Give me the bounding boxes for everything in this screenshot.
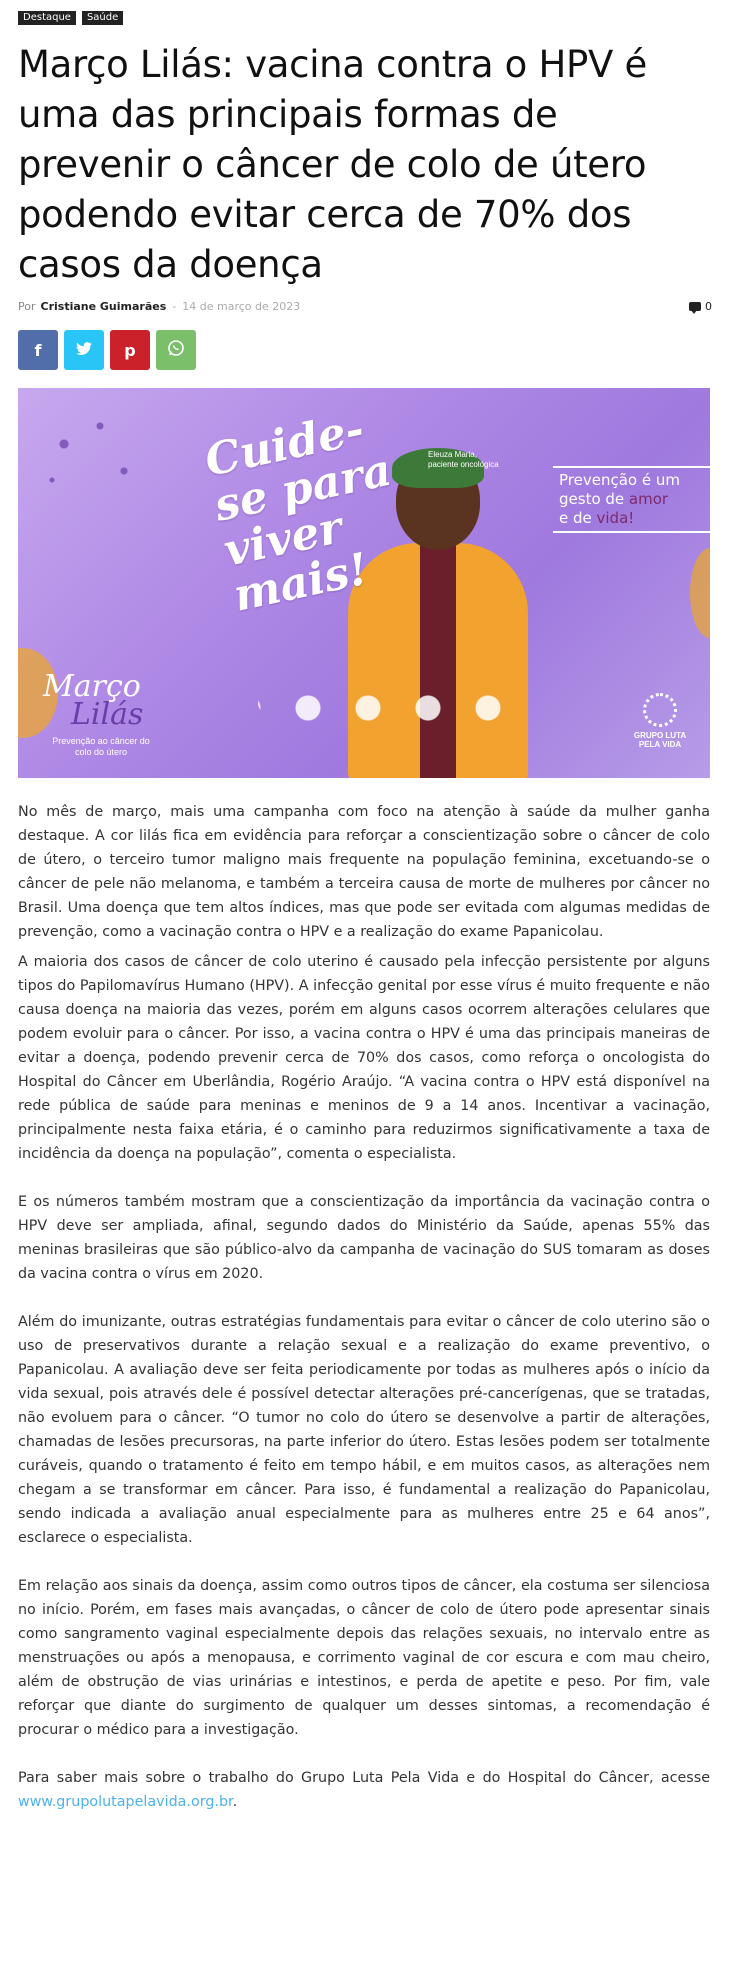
decor-splatter	[28, 408, 148, 498]
twitter-icon	[76, 341, 92, 360]
share-buttons	[18, 330, 196, 370]
article-title: Março Lilás: vacina contra o HPV é uma das principais formas de prevenir o câncer de colo de útero podendo evitar cerca de 70% dos casos da doença	[18, 43, 647, 286]
by-label: Por	[18, 299, 36, 313]
paragraph-1: No mês de março, mais uma campanha com foco na atenção à saúde da mulher ganha destaque. A cor lilás fica em evidência para reforçar a conscientização sobre o câncer de colo de útero, o terceiro tumor maligno mais frequente na população feminina, excetuando-se o câncer de pele não melanoma, e também a terceira causa de morte de mulheres por câncer no Brasil. Uma doença que tem altos índices, mas que pode ser evitada com algumas medidas de prevenção, como a vacinação contra o HPV e a realização do exame Papanicolau.	[18, 804, 710, 940]
hero-slogan: Cuide-se para viver mais!	[200, 403, 396, 622]
marco-lilas-logo: Março Lilás	[43, 669, 144, 732]
decor-flowers	[258, 668, 508, 738]
paragraph-3: E os números também mostram que a conscientização da importância da vacinação contra o HPV deve ser ampliada, afinal, segundo dados do Ministério da Saúde, apenas 55% das meninas brasileiras que são público-alvo da campanha de vacinação do SUS tomaram as doses da vacina contra o vírus em 2020.	[18, 1194, 710, 1282]
tag-saude[interactable]: Saúde	[82, 11, 123, 25]
paragraph-6: Para saber mais sobre o trabalho do Grupo Luta Pela Vida e do Hospital do Câncer, acesse www.grupolutapelavida.org.br.	[18, 1770, 710, 1810]
publish-date: 14 de março de 2023	[182, 299, 301, 313]
whatsapp-share-button[interactable]	[156, 330, 196, 370]
article-body	[18, 800, 710, 1820]
paragraph-5: Em relação aos sinais da doença, assim como outros tipos de câncer, ela costuma ser silenciosa no início. Porém, em fases mais avançadas, o câncer de colo de útero pode apresentar sinais como sangramento vaginal especialmente depois das relações sexuais, no intervalo entre as menstruações ou após a menopausa, e corrimento vaginal de cor escura e com mau cheiro, além de obstrução de vias urinárias e intestinos, e perda de apetite e peso. Por fim, vale reforçar que diante do surgimento de qualquer um desses sintomas, a recomendação é procurar o médico para a investigação.	[18, 1578, 710, 1738]
hero-caption: Eleuza Maria, paciente oncológica	[428, 450, 499, 469]
featured-image	[18, 388, 710, 778]
meta-separator: -	[172, 299, 177, 313]
marco-lilas-subtitle: Prevenção ao câncer do colo do útero	[52, 736, 150, 757]
website-link[interactable]: www.grupolutapelavida.org.br	[18, 1794, 233, 1810]
whatsapp-icon	[167, 339, 185, 361]
hero-tagline: Prevenção é um gesto de amor e de vida!	[553, 466, 710, 533]
tag-destaque[interactable]: Destaque	[18, 11, 76, 25]
comments-link[interactable]	[689, 300, 712, 313]
author-link[interactable]: Cristiane Guimarães	[40, 299, 167, 313]
paragraph-4: Além do imunizante, outras estratégias fundamentais para evitar o câncer de colo uterino são o uso de preservativos durante a relação sexual e a realização do exame preventivo, o Papanicolau. A avaliação deve ser feita periodicamente por todas as mulheres após o início da vida sexual, pois através dele é possível detectar alterações pré-cancerígenas, que se tratadas, não evoluem para o câncer. “O tumor no colo do útero se desenvolve a partir de alterações, chamadas de lesões precursoras, na parte inferior do útero. Estas lesões podem ser totalmente curáveis, quando o tratamento é feito em tempo hábil, e em muitos casos, as alterações nem chegam a se transformar em câncer. Para isso, é fundamental a realização do Papanicolau, sendo indicada a avaliação anual especialmente para as mulheres entre 25 e 64 anos”, esclarece o especialista.	[18, 1314, 710, 1546]
decor-flower-right	[690, 548, 710, 638]
comment-icon	[689, 302, 701, 311]
pinterest-share-button[interactable]	[110, 330, 150, 370]
facebook-icon: f	[34, 340, 42, 360]
sun-icon	[643, 693, 677, 727]
facebook-share-button[interactable]	[18, 330, 58, 370]
pinterest-icon: p	[124, 340, 136, 360]
article-meta	[18, 298, 712, 314]
twitter-share-button[interactable]	[64, 330, 104, 370]
luta-pela-vida-logo: GRUPO LUTA PELA VIDA	[630, 693, 690, 749]
paragraph-2: A maioria dos casos de câncer de colo uterino é causado pela infecção persistente por alguns tipos do Papilomavírus Humano (HPV). A infecção genital por esse vírus é muito frequente e não causa doença na maioria das vezes, porém em alguns casos ocorrem alterações celulares que podem evoluir para o câncer. Por isso, a vacina contra o HPV é uma das principais maneiras de evitar a doença, podendo prevenir cerca de 70% dos casos, como reforça o oncologista do Hospital do Câncer em Uberlândia, Rogério Araújo. “A vacina contra o HPV está disponível na rede pública de saúde para meninas e meninos de 9 a 14 anos. Incentivar a vacinação, principalmente nesta faixa etária, é o caminho para reduzirmos significativamente a taxa de incidência da doença na população”, comenta o especialista.	[18, 954, 710, 1162]
comments-count: 0	[705, 299, 712, 313]
category-tags	[18, 11, 123, 25]
